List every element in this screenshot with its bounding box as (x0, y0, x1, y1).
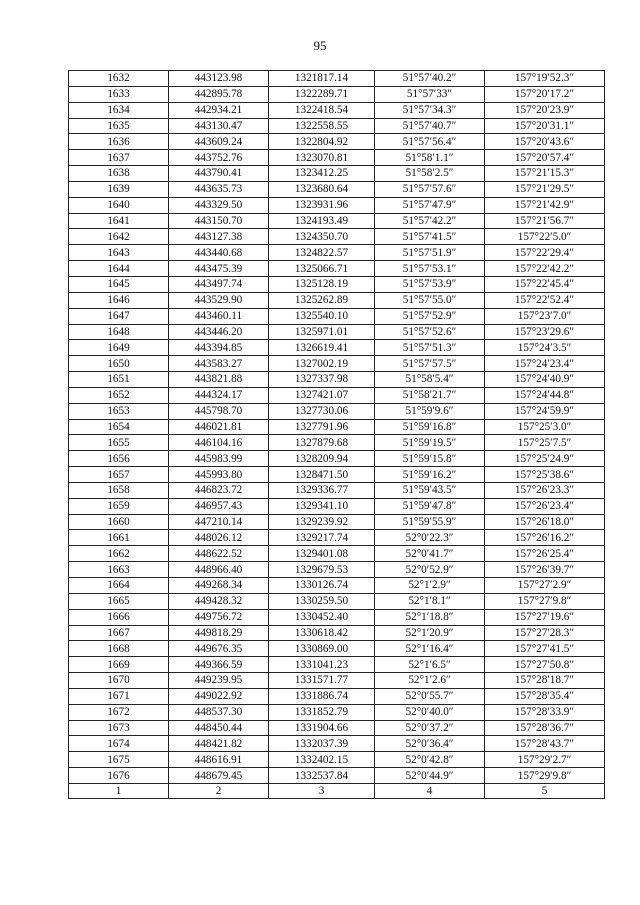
table-row (69, 720, 605, 736)
longitude-cell: 157°26′23.4″ (485, 498, 605, 514)
longitude-cell: 157°22′42.2″ (485, 261, 605, 277)
point-number-cell: 1658 (69, 482, 169, 498)
point-number-cell: 1656 (69, 451, 169, 467)
x-coordinate-cell: 446104.16 (169, 435, 269, 451)
y-coordinate-cell: 1330452.40 (269, 609, 375, 625)
longitude-cell: 157°24′40.9″ (485, 372, 605, 388)
latitude-cell: 51°58′1.1″ (375, 150, 485, 166)
longitude-cell: 157°26′39.7″ (485, 562, 605, 578)
point-number-cell: 1640 (69, 197, 169, 213)
point-number-cell: 1651 (69, 372, 169, 388)
latitude-cell: 52°1′6.5″ (375, 657, 485, 673)
point-number-cell: 1666 (69, 609, 169, 625)
latitude-cell: 51°57′53.9″ (375, 276, 485, 292)
longitude-cell: 157°28′43.7″ (485, 736, 605, 752)
latitude-cell: 51°57′51.9″ (375, 245, 485, 261)
table-row (69, 736, 605, 752)
point-number-cell: 1643 (69, 245, 169, 261)
column-number-cell: 1 (69, 783, 169, 798)
latitude-cell: 51°57′33″ (375, 86, 485, 102)
point-number-cell: 1637 (69, 150, 169, 166)
x-coordinate-cell: 443821.88 (169, 372, 269, 388)
column-number-cell: 3 (269, 783, 375, 798)
point-number-cell: 1636 (69, 134, 169, 150)
latitude-cell: 51°57′42.2″ (375, 213, 485, 229)
y-coordinate-cell: 1323680.64 (269, 181, 375, 197)
latitude-cell: 52°0′44.9″ (375, 768, 485, 784)
longitude-cell: 157°20′43.6″ (485, 134, 605, 150)
longitude-cell: 157°27′28.3″ (485, 625, 605, 641)
y-coordinate-cell: 1328209.94 (269, 451, 375, 467)
point-number-cell: 1673 (69, 720, 169, 736)
table-row (69, 482, 605, 498)
longitude-cell: 157°22′45.4″ (485, 276, 605, 292)
latitude-cell: 51°57′53.1″ (375, 261, 485, 277)
point-number-cell: 1654 (69, 419, 169, 435)
table-row (69, 419, 605, 435)
latitude-cell: 51°57′34.3″ (375, 102, 485, 118)
y-coordinate-cell: 1332402.15 (269, 752, 375, 768)
longitude-cell: 157°25′3.0″ (485, 419, 605, 435)
x-coordinate-cell: 448421.82 (169, 736, 269, 752)
y-coordinate-cell: 1321817.14 (269, 71, 375, 87)
longitude-cell: 157°22′29.4″ (485, 245, 605, 261)
y-coordinate-cell: 1330618.42 (269, 625, 375, 641)
x-coordinate-cell: 445798.70 (169, 403, 269, 419)
point-number-cell: 1668 (69, 641, 169, 657)
longitude-cell: 157°28′18.7″ (485, 673, 605, 689)
table-row (69, 229, 605, 245)
x-coordinate-cell: 448450.44 (169, 720, 269, 736)
latitude-cell: 52°0′41.7″ (375, 546, 485, 562)
table-row (69, 245, 605, 261)
point-number-cell: 1672 (69, 704, 169, 720)
point-number-cell: 1635 (69, 118, 169, 134)
point-number-cell: 1663 (69, 562, 169, 578)
x-coordinate-cell: 443394.85 (169, 340, 269, 356)
point-number-cell: 1646 (69, 292, 169, 308)
y-coordinate-cell: 1325128.19 (269, 276, 375, 292)
x-coordinate-cell: 448622.52 (169, 546, 269, 562)
latitude-cell: 51°58′21.7″ (375, 387, 485, 403)
table-row (69, 340, 605, 356)
table-row (69, 387, 605, 403)
longitude-cell: 157°26′18.0″ (485, 514, 605, 530)
table-row (69, 150, 605, 166)
x-coordinate-cell: 448537.30 (169, 704, 269, 720)
x-coordinate-cell: 446021.81 (169, 419, 269, 435)
table-row (69, 134, 605, 150)
x-coordinate-cell: 449428.32 (169, 593, 269, 609)
table-row (69, 530, 605, 546)
longitude-cell: 157°23′29.6″ (485, 324, 605, 340)
latitude-cell: 51°59′55.9″ (375, 514, 485, 530)
table-row (69, 514, 605, 530)
longitude-cell: 157°25′7.5″ (485, 435, 605, 451)
latitude-cell: 52°0′36.4″ (375, 736, 485, 752)
point-number-cell: 1649 (69, 340, 169, 356)
y-coordinate-cell: 1324193.49 (269, 213, 375, 229)
y-coordinate-cell: 1332037.39 (269, 736, 375, 752)
latitude-cell: 52°0′22.3″ (375, 530, 485, 546)
y-coordinate-cell: 1327730.06 (269, 403, 375, 419)
point-number-cell: 1659 (69, 498, 169, 514)
y-coordinate-cell: 1328471.50 (269, 467, 375, 483)
point-number-cell: 1657 (69, 467, 169, 483)
longitude-cell: 157°24′3.5″ (485, 340, 605, 356)
x-coordinate-cell: 448679.45 (169, 768, 269, 784)
x-coordinate-cell: 443123.98 (169, 71, 269, 87)
longitude-cell: 157°22′52.4″ (485, 292, 605, 308)
x-coordinate-cell: 445983.99 (169, 451, 269, 467)
longitude-cell: 157°27′9.8″ (485, 593, 605, 609)
x-coordinate-cell: 449366.59 (169, 657, 269, 673)
y-coordinate-cell: 1322804.92 (269, 134, 375, 150)
x-coordinate-cell: 443150.70 (169, 213, 269, 229)
point-number-cell: 1652 (69, 387, 169, 403)
table-row (69, 435, 605, 451)
latitude-cell: 52°1′18.8″ (375, 609, 485, 625)
point-number-cell: 1645 (69, 276, 169, 292)
longitude-cell: 157°24′44.8″ (485, 387, 605, 403)
table-row (69, 86, 605, 102)
table-row (69, 625, 605, 641)
table-row (69, 292, 605, 308)
latitude-cell: 51°57′55.0″ (375, 292, 485, 308)
x-coordinate-cell: 449268.34 (169, 578, 269, 594)
table-row (69, 562, 605, 578)
longitude-cell: 157°27′41.5″ (485, 641, 605, 657)
latitude-cell: 51°57′52.9″ (375, 308, 485, 324)
point-number-cell: 1650 (69, 356, 169, 372)
column-number-row (69, 783, 605, 798)
latitude-cell: 51°58′5.4″ (375, 372, 485, 388)
latitude-cell: 52°1′20.9″ (375, 625, 485, 641)
y-coordinate-cell: 1327791.96 (269, 419, 375, 435)
y-coordinate-cell: 1322289.71 (269, 86, 375, 102)
latitude-cell: 51°57′51.3″ (375, 340, 485, 356)
table-row (69, 372, 605, 388)
y-coordinate-cell: 1329401.08 (269, 546, 375, 562)
latitude-cell: 52°0′42.8″ (375, 752, 485, 768)
x-coordinate-cell: 449818.29 (169, 625, 269, 641)
x-coordinate-cell: 448966.40 (169, 562, 269, 578)
point-number-cell: 1632 (69, 71, 169, 87)
y-coordinate-cell: 1325971.01 (269, 324, 375, 340)
latitude-cell: 51°59′19.5″ (375, 435, 485, 451)
y-coordinate-cell: 1332537.84 (269, 768, 375, 784)
x-coordinate-cell: 443329.50 (169, 197, 269, 213)
y-coordinate-cell: 1325262.89 (269, 292, 375, 308)
table-row (69, 324, 605, 340)
latitude-cell: 52°0′40.0″ (375, 704, 485, 720)
point-number-cell: 1660 (69, 514, 169, 530)
latitude-cell: 51°57′47.9″ (375, 197, 485, 213)
longitude-cell: 157°24′59.9″ (485, 403, 605, 419)
latitude-cell: 51°57′57.6″ (375, 181, 485, 197)
point-number-cell: 1676 (69, 768, 169, 784)
x-coordinate-cell: 443475.39 (169, 261, 269, 277)
x-coordinate-cell: 445993.80 (169, 467, 269, 483)
x-coordinate-cell: 442895.78 (169, 86, 269, 102)
x-coordinate-cell: 446823.72 (169, 482, 269, 498)
page-number: 95 (313, 38, 327, 53)
latitude-cell: 52°1′16.4″ (375, 641, 485, 657)
y-coordinate-cell: 1329239.92 (269, 514, 375, 530)
latitude-cell: 51°57′56.4″ (375, 134, 485, 150)
table-row (69, 213, 605, 229)
table-row (69, 657, 605, 673)
table-row (69, 593, 605, 609)
table-row (69, 688, 605, 704)
y-coordinate-cell: 1331571.77 (269, 673, 375, 689)
point-number-cell: 1669 (69, 657, 169, 673)
longitude-cell: 157°20′57.4″ (485, 150, 605, 166)
table-row (69, 102, 605, 118)
x-coordinate-cell: 449676.35 (169, 641, 269, 657)
y-coordinate-cell: 1322418.54 (269, 102, 375, 118)
x-coordinate-cell: 443497.74 (169, 276, 269, 292)
point-number-cell: 1671 (69, 688, 169, 704)
longitude-cell: 157°26′23.3″ (485, 482, 605, 498)
longitude-cell: 157°26′25.4″ (485, 546, 605, 562)
table-row (69, 451, 605, 467)
y-coordinate-cell: 1327002.19 (269, 356, 375, 372)
y-coordinate-cell: 1322558.55 (269, 118, 375, 134)
table-row (69, 768, 605, 784)
table-row (69, 546, 605, 562)
point-number-cell: 1648 (69, 324, 169, 340)
latitude-cell: 51°57′40.7″ (375, 118, 485, 134)
y-coordinate-cell: 1327879.68 (269, 435, 375, 451)
x-coordinate-cell: 448026.12 (169, 530, 269, 546)
longitude-cell: 157°29′9.8″ (485, 768, 605, 784)
x-coordinate-cell: 443609.24 (169, 134, 269, 150)
column-number-cell: 5 (485, 783, 605, 798)
table-row (69, 166, 605, 182)
x-coordinate-cell: 449022.92 (169, 688, 269, 704)
y-coordinate-cell: 1330126.74 (269, 578, 375, 594)
x-coordinate-cell: 449239.95 (169, 673, 269, 689)
table-row (69, 261, 605, 277)
point-number-cell: 1670 (69, 673, 169, 689)
longitude-cell: 157°25′38.6″ (485, 467, 605, 483)
column-number-cell: 4 (375, 783, 485, 798)
longitude-cell: 157°28′36.7″ (485, 720, 605, 736)
point-number-cell: 1633 (69, 86, 169, 102)
point-number-cell: 1665 (69, 593, 169, 609)
longitude-cell: 157°21′56.7″ (485, 213, 605, 229)
y-coordinate-cell: 1324350.70 (269, 229, 375, 245)
table-row (69, 276, 605, 292)
latitude-cell: 51°58′2.5″ (375, 166, 485, 182)
table-row (69, 467, 605, 483)
latitude-cell: 51°59′16.8″ (375, 419, 485, 435)
x-coordinate-cell: 448616.91 (169, 752, 269, 768)
table-row (69, 181, 605, 197)
table-row (69, 118, 605, 134)
y-coordinate-cell: 1329341.10 (269, 498, 375, 514)
column-number-cell: 2 (169, 783, 269, 798)
y-coordinate-cell: 1329217.74 (269, 530, 375, 546)
latitude-cell: 52°0′55.7″ (375, 688, 485, 704)
longitude-cell: 157°24′23.4″ (485, 356, 605, 372)
point-number-cell: 1653 (69, 403, 169, 419)
point-number-cell: 1674 (69, 736, 169, 752)
x-coordinate-cell: 449756.72 (169, 609, 269, 625)
point-number-cell: 1639 (69, 181, 169, 197)
y-coordinate-cell: 1331886.74 (269, 688, 375, 704)
latitude-cell: 52°0′52.9″ (375, 562, 485, 578)
table-row (69, 356, 605, 372)
y-coordinate-cell: 1327421.07 (269, 387, 375, 403)
latitude-cell: 51°59′16.2″ (375, 467, 485, 483)
y-coordinate-cell: 1325540.10 (269, 308, 375, 324)
x-coordinate-cell: 443752.76 (169, 150, 269, 166)
x-coordinate-cell: 446957.43 (169, 498, 269, 514)
x-coordinate-cell: 444324.17 (169, 387, 269, 403)
latitude-cell: 51°57′40.2″ (375, 71, 485, 87)
x-coordinate-cell: 443635.73 (169, 181, 269, 197)
x-coordinate-cell: 443583.27 (169, 356, 269, 372)
x-coordinate-cell: 443440.68 (169, 245, 269, 261)
table-row (69, 308, 605, 324)
latitude-cell: 52°1′2.6″ (375, 673, 485, 689)
longitude-cell: 157°27′50.8″ (485, 657, 605, 673)
point-number-cell: 1667 (69, 625, 169, 641)
x-coordinate-cell: 443130.47 (169, 118, 269, 134)
x-coordinate-cell: 443790.41 (169, 166, 269, 182)
latitude-cell: 51°57′52.6″ (375, 324, 485, 340)
y-coordinate-cell: 1323070.81 (269, 150, 375, 166)
x-coordinate-cell: 443127.38 (169, 229, 269, 245)
table-row (69, 403, 605, 419)
table-row (69, 752, 605, 768)
longitude-cell: 157°22′5.0″ (485, 229, 605, 245)
y-coordinate-cell: 1330259.50 (269, 593, 375, 609)
point-number-cell: 1647 (69, 308, 169, 324)
point-number-cell: 1662 (69, 546, 169, 562)
longitude-cell: 157°21′15.3″ (485, 166, 605, 182)
y-coordinate-cell: 1329336.77 (269, 482, 375, 498)
x-coordinate-cell: 443529.90 (169, 292, 269, 308)
point-number-cell: 1664 (69, 578, 169, 594)
point-number-cell: 1661 (69, 530, 169, 546)
point-number-cell: 1655 (69, 435, 169, 451)
table-row (69, 704, 605, 720)
longitude-cell: 157°29′2.7″ (485, 752, 605, 768)
table-row (69, 578, 605, 594)
y-coordinate-cell: 1331904.66 (269, 720, 375, 736)
longitude-cell: 157°27′2.9″ (485, 578, 605, 594)
longitude-cell: 157°23′7.0″ (485, 308, 605, 324)
y-coordinate-cell: 1329679.53 (269, 562, 375, 578)
point-number-cell: 1642 (69, 229, 169, 245)
longitude-cell: 157°28′33.9″ (485, 704, 605, 720)
longitude-cell: 157°28′35.4″ (485, 688, 605, 704)
longitude-cell: 157°27′19.6″ (485, 609, 605, 625)
y-coordinate-cell: 1331852.79 (269, 704, 375, 720)
x-coordinate-cell: 443446.20 (169, 324, 269, 340)
longitude-cell: 157°25′24.9″ (485, 451, 605, 467)
y-coordinate-cell: 1331041.23 (269, 657, 375, 673)
table-row (69, 71, 605, 87)
latitude-cell: 52°1′8.1″ (375, 593, 485, 609)
x-coordinate-cell: 442934.21 (169, 102, 269, 118)
y-coordinate-cell: 1323412.25 (269, 166, 375, 182)
longitude-cell: 157°20′31.1″ (485, 118, 605, 134)
y-coordinate-cell: 1325066.71 (269, 261, 375, 277)
longitude-cell: 157°21′29.5″ (485, 181, 605, 197)
longitude-cell: 157°19′52.3″ (485, 71, 605, 87)
longitude-cell: 157°20′23.9″ (485, 102, 605, 118)
table-row (69, 641, 605, 657)
point-number-cell: 1644 (69, 261, 169, 277)
x-coordinate-cell: 447210.14 (169, 514, 269, 530)
y-coordinate-cell: 1330869.00 (269, 641, 375, 657)
latitude-cell: 51°57′57.5″ (375, 356, 485, 372)
y-coordinate-cell: 1324822.57 (269, 245, 375, 261)
table-row (69, 498, 605, 514)
x-coordinate-cell: 443460.11 (169, 308, 269, 324)
longitude-cell: 157°20′17.2″ (485, 86, 605, 102)
y-coordinate-cell: 1327337.98 (269, 372, 375, 388)
y-coordinate-cell: 1326619.41 (269, 340, 375, 356)
latitude-cell: 51°59′47.8″ (375, 498, 485, 514)
table-row (69, 673, 605, 689)
table-row (69, 609, 605, 625)
coordinates-table (68, 70, 605, 799)
latitude-cell: 51°59′9.6″ (375, 403, 485, 419)
point-number-cell: 1634 (69, 102, 169, 118)
point-number-cell: 1638 (69, 166, 169, 182)
latitude-cell: 52°0′37.2″ (375, 720, 485, 736)
latitude-cell: 51°57′41.5″ (375, 229, 485, 245)
longitude-cell: 157°26′16.2″ (485, 530, 605, 546)
y-coordinate-cell: 1323931.96 (269, 197, 375, 213)
latitude-cell: 51°59′43.5″ (375, 482, 485, 498)
point-number-cell: 1641 (69, 213, 169, 229)
table-row (69, 197, 605, 213)
latitude-cell: 51°59′15.8″ (375, 451, 485, 467)
longitude-cell: 157°21′42.9″ (485, 197, 605, 213)
point-number-cell: 1675 (69, 752, 169, 768)
latitude-cell: 52°1′2.9″ (375, 578, 485, 594)
coordinates-table-body (69, 71, 605, 799)
